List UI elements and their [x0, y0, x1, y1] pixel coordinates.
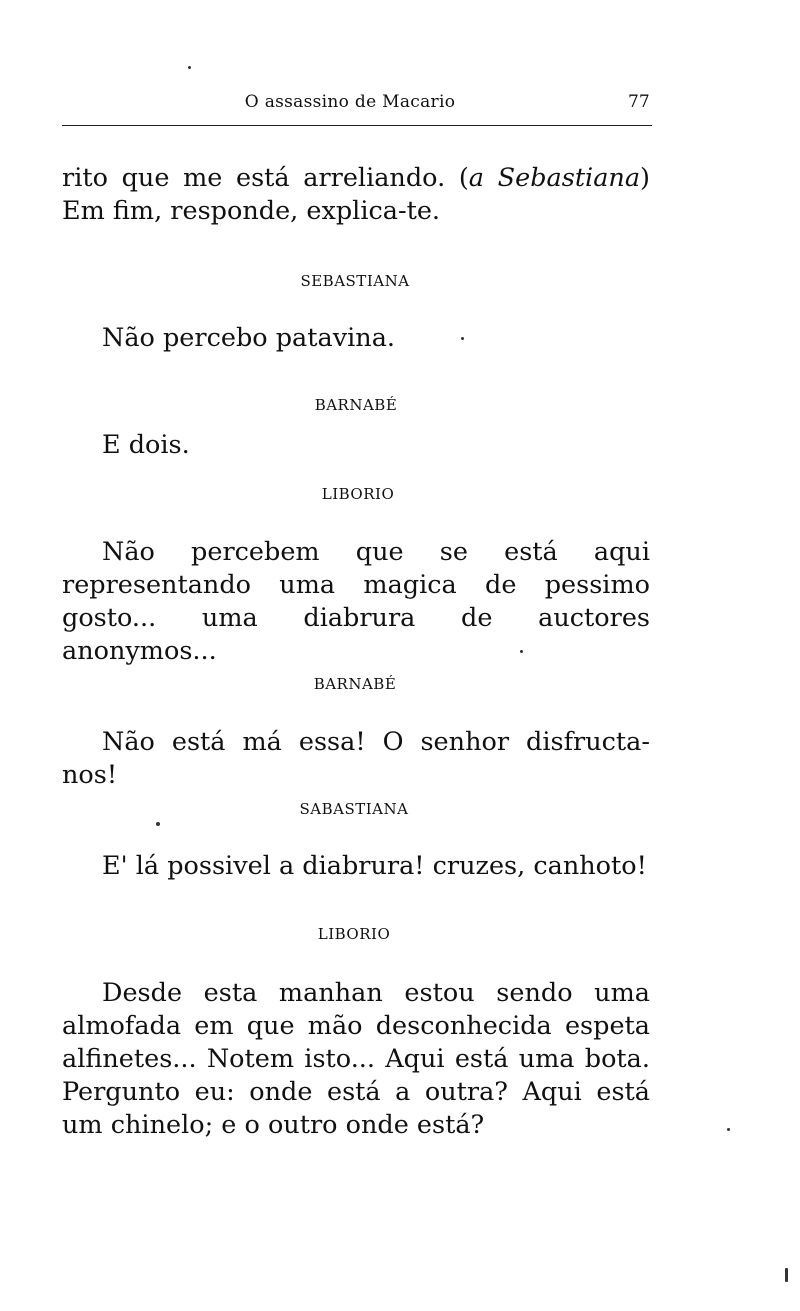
speaker-name: LIBORIO: [321, 485, 395, 503]
speaker-name: SEBASTIANA: [300, 272, 410, 290]
speaker-name: SABASTIANA: [299, 800, 409, 818]
speaker-name: BARNABÉ: [313, 675, 397, 693]
speaker-name: BARNABÉ: [314, 396, 398, 414]
scan-speck: [785, 1268, 788, 1282]
speech-line: E' lá possivel a diabrura! cruzes, canhoto!: [102, 851, 647, 881]
scan-speck: [188, 66, 191, 69]
speaker-name: LIBORIO: [317, 925, 391, 943]
paragraph-text-a: rito que me está arreliando. (: [62, 163, 469, 193]
page-number: 77: [628, 92, 650, 112]
speech-paragraph: Desde esta manhan estou sendo uma almofada em que mão desconhecida espeta alfinetes... Notem isto... Aqui está uma bota. Pergunto eu: onde está a outra? Aqui está um chinelo; e o outro onde está?: [62, 978, 650, 1140]
scan-speck: [156, 822, 160, 826]
paragraph-continuation: [62, 162, 650, 228]
scan-speck: [520, 650, 523, 653]
speech-line: E dois.: [102, 430, 190, 460]
speech-paragraph: Não percebem que se está aqui representando uma magica de pessimo gosto... uma diabrura de auctores anonymos...: [62, 537, 650, 666]
scan-speck: [461, 337, 464, 340]
speech-line: Não percebo patavina.: [102, 323, 396, 353]
header-rule: [62, 125, 652, 126]
speech-line: Não está má essa! O senhor disfructa-nos!: [62, 727, 650, 790]
running-title: O assassino de Macario: [244, 92, 456, 112]
paragraph-text-b: ) Em fim, responde, explica-te.: [62, 163, 650, 226]
stage-direction: a Sebastiana: [468, 163, 641, 193]
scan-speck: [727, 1128, 730, 1131]
